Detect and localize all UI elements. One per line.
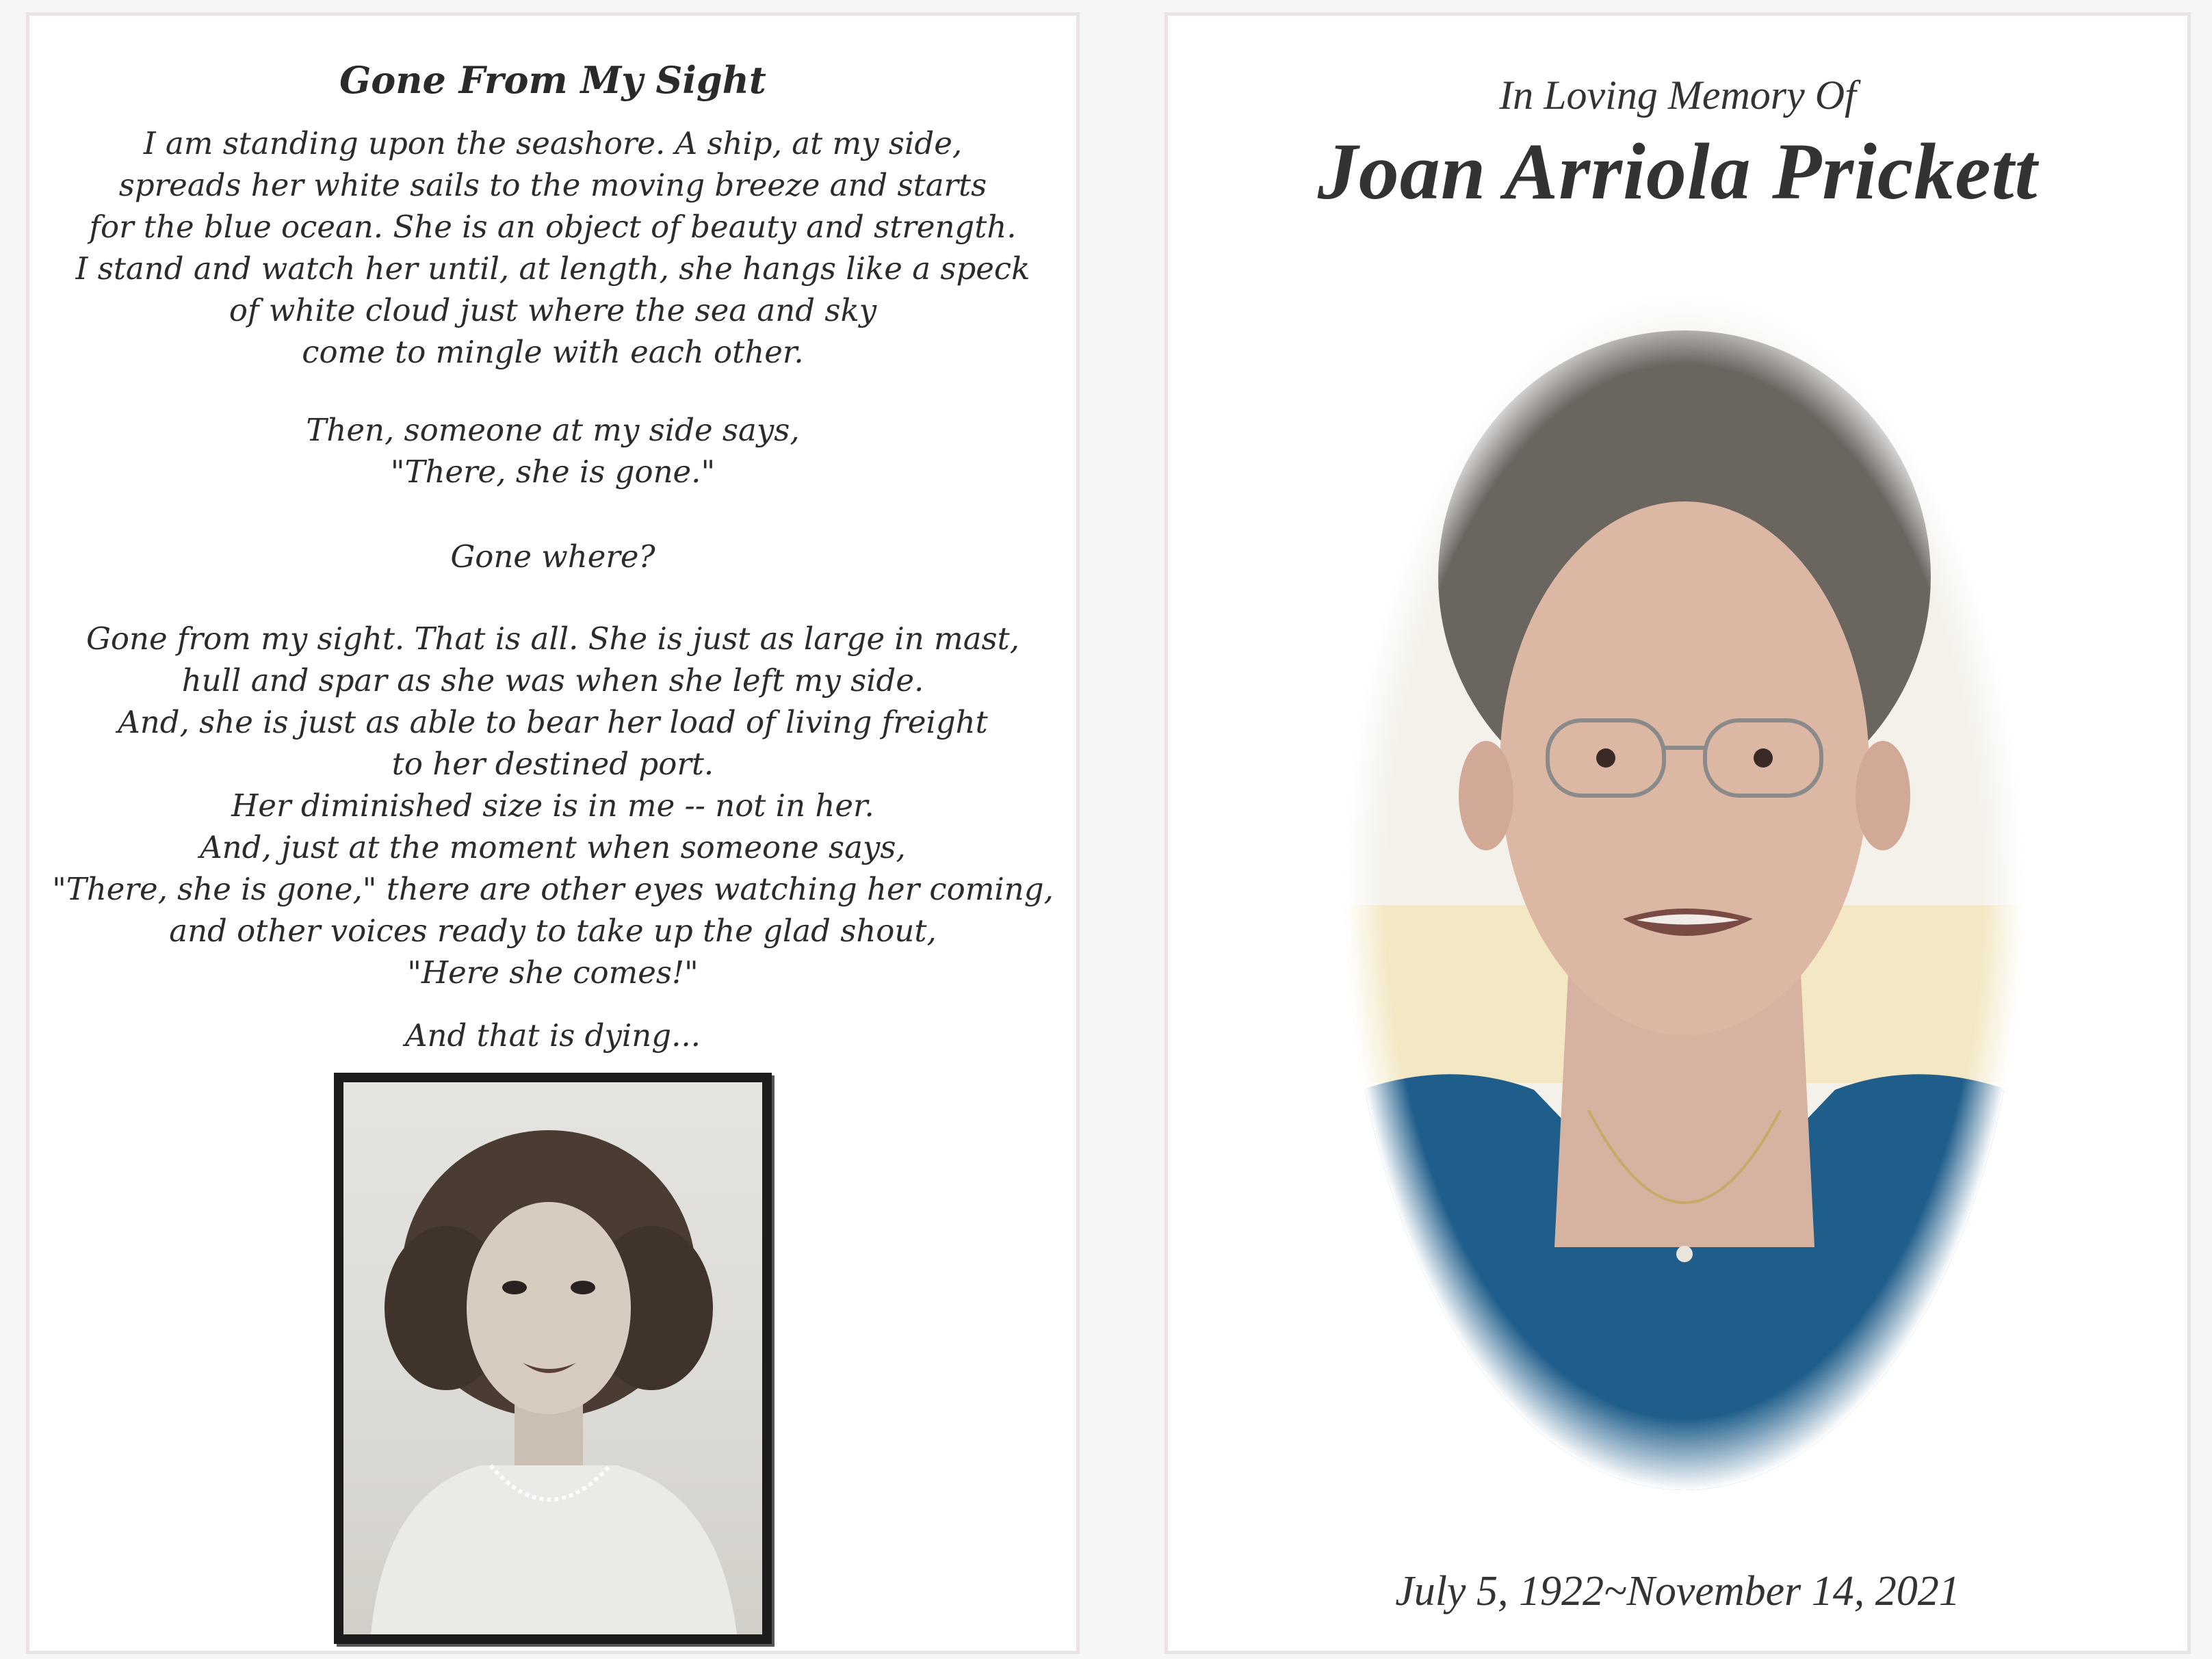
left-page bbox=[26, 12, 1080, 1654]
right-page bbox=[1164, 12, 2191, 1654]
young-portrait-photo bbox=[343, 1082, 762, 1634]
poem-line: for the blue ocean. She is an object of beauty and strength. bbox=[89, 209, 1017, 245]
poem-stanza-1 bbox=[29, 122, 1076, 373]
poem-line: Her diminished size is in me -- not in her. bbox=[231, 787, 874, 824]
poem-line: "Here she comes!" bbox=[407, 954, 699, 991]
young-woman-portrait-icon bbox=[343, 1082, 762, 1634]
poem-line: And, just at the moment when someone says, bbox=[200, 829, 906, 865]
elderly-woman-portrait-icon bbox=[1342, 289, 2027, 1493]
life-dates: July 5, 1922~November 14, 2021 bbox=[1395, 1568, 1960, 1615]
poem-stanza-5 bbox=[29, 1015, 1076, 1056]
poem-line: hull and spar as she was when she left my side. bbox=[181, 662, 924, 698]
poem-line: And that is dying... bbox=[405, 1017, 701, 1054]
poem-stanza-2 bbox=[29, 409, 1076, 493]
elderly-portrait-photo bbox=[1342, 289, 2027, 1493]
poem-stanza-3 bbox=[29, 536, 1076, 577]
poem-stanza-4 bbox=[29, 618, 1076, 993]
deceased-name: Joan Arriola Prickett bbox=[1317, 127, 2038, 216]
poem-line: "There, she is gone," there are other eyes watching her coming, bbox=[52, 871, 1054, 907]
poem-line: I stand and watch her until, at length, she hangs like a speck bbox=[75, 250, 1030, 287]
poem-line: "There, she is gone." bbox=[390, 454, 716, 490]
poem-line: Gone from my sight. That is all. She is just as large in mast, bbox=[86, 621, 1020, 657]
young-portrait-frame bbox=[334, 1073, 772, 1644]
poem-line: to her destined port. bbox=[391, 746, 714, 782]
poem-line: I am standing upon the seashore. A ship, at my side, bbox=[143, 125, 963, 161]
poem-line: And, she is just as able to bear her load of living freight bbox=[118, 704, 988, 740]
memorial-heading: In Loving Memory Of bbox=[1499, 73, 1856, 118]
poem-title: Gone From My Sight bbox=[339, 58, 766, 102]
poem-line: of white cloud just where the sea and sky bbox=[229, 292, 877, 328]
poem-line: spreads her white sails to the moving breeze and starts bbox=[118, 167, 987, 203]
poem-line: and other voices ready to take up the glad shout, bbox=[169, 913, 937, 949]
poem-line: Gone where? bbox=[450, 538, 655, 575]
poem-line: Then, someone at my side says, bbox=[306, 412, 800, 448]
poem-line: come to mingle with each other. bbox=[302, 334, 804, 370]
